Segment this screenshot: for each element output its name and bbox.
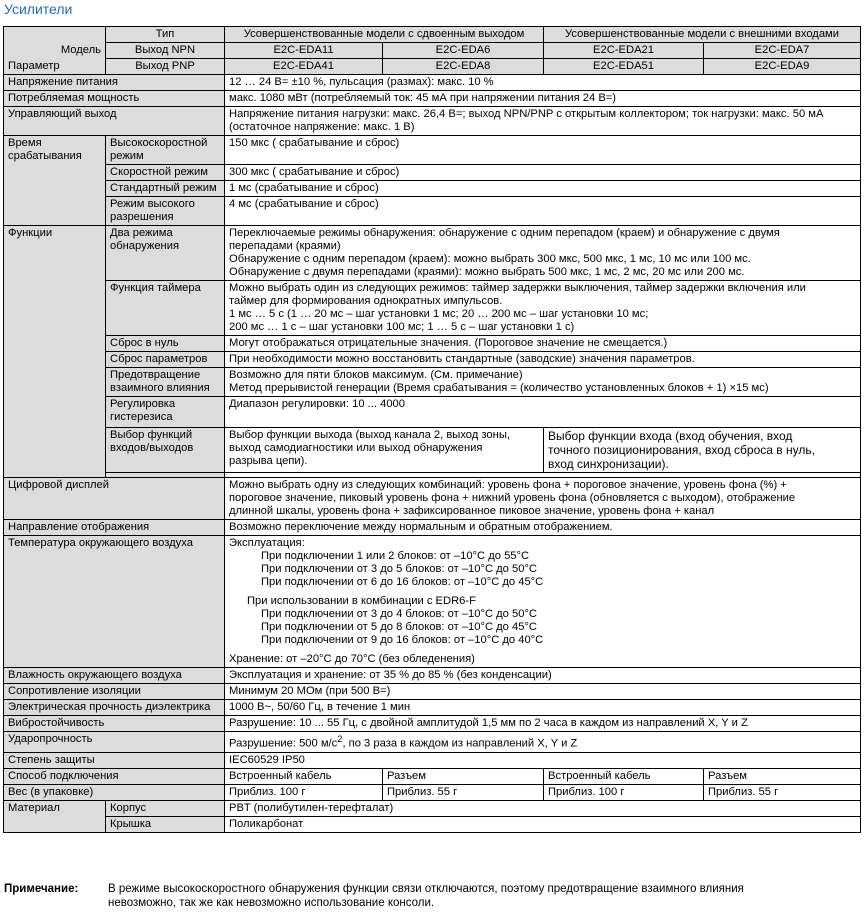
func-detect-value <box>225 226 861 281</box>
func-hyst-label: Регулировка гистерезиса <box>106 397 225 428</box>
response-mode-value: 300 мкс ( срабатывание и сброс) <box>225 165 861 181</box>
dielectric-label: Электрическая прочность диэлектрика <box>4 700 225 716</box>
func-timer-value <box>225 281 861 336</box>
weight-label: Вес (в упаковке) <box>4 784 225 800</box>
protection-value: IEC60529 IP50 <box>225 752 861 768</box>
row-material-case <box>4 800 861 816</box>
func-hyst-value: Диапазон регулировки: 10 ... 4000 <box>225 397 861 428</box>
func-timer-line: Можно выбрать один из следующих режимов: таймер задержки выключения, таймер задержки включения или <box>229 282 806 294</box>
group-ext: Усовершенствованные модели с внешними входами <box>544 27 861 43</box>
shock-label: Ударопрочность <box>4 732 225 753</box>
shock-value-text: , по 3 раза в каждом из направлений X, Y и Z <box>342 737 578 750</box>
material-case-value: PBT (полибутилен-терефталат) <box>225 800 861 816</box>
control-line: (остаточное напряжение: макс. 1 В) <box>229 121 415 133</box>
func-timer-line: таймер для формирования однократных импульсов. <box>229 295 503 307</box>
material-label: Материал <box>4 800 106 832</box>
model-label: Модель <box>4 43 106 59</box>
insulation-label: Сопротивление изоляции <box>4 684 225 700</box>
row-response-fast <box>4 165 861 181</box>
row-direction <box>4 520 861 536</box>
material-case-label: Корпус <box>106 800 225 816</box>
row-func-zero <box>4 336 861 352</box>
func-io-in-line: Выбор функции входа (вход обучения, вход <box>548 429 793 443</box>
header-row-type <box>4 27 861 43</box>
param-label: Параметр <box>4 59 106 75</box>
power-value: макс. 1080 мВт (потребляемый ток: 45 мА при напряжении питания 24 В=) <box>225 91 861 107</box>
insulation-value: Минимум 20 МОм (при 500 В=) <box>225 684 861 700</box>
func-timer-line: 1 мс … 5 с (1 … 20 мс – шаг установки 1 мс; 20 … 200 мс – шаг установки 10 мс; <box>229 308 649 320</box>
func-io-label: Выбор функций входов/выходов <box>106 428 225 473</box>
func-detect-line: Обнаружение с двумя перепадами (краями): можно выбрать 500 мкс, 1 мс, 2 мс, 20 мс или 200 мс. <box>229 266 745 278</box>
row-dielectric <box>4 700 861 716</box>
npn-label: Выход NPN <box>106 43 225 59</box>
functions-label: Функции <box>4 226 106 478</box>
connection-value: Встроенный кабель <box>225 768 383 784</box>
row-func-reset <box>4 352 861 368</box>
temp-op-line: При подключении от 6 до 16 блоков: от –10°C до 45°C <box>261 576 544 588</box>
row-power <box>4 91 861 107</box>
control-line: Напряжение питания нагрузки: макс. 26,4 В=; выход NPN/PNP с открытым коллектором; ток нагрузки: макс. 50 мА <box>229 108 824 120</box>
temp-combo-line: При подключении от 5 до 8 блоков: от –10°C до 45°C <box>261 621 538 633</box>
func-detect-line: Переключаемые режимы обнаружения: обнаружение с одним перепадом (краем) и обнаружение с двумя <box>229 227 780 239</box>
func-zero-value: Могут отображаться отрицательные значения. (Пороговое значение не смещается.) <box>225 336 861 352</box>
shock-value-sup: 2 <box>337 734 343 744</box>
footnote-line: В режиме высокоскоростного обнаружения функции связи отключаются, поэтому предотвращение взаимного влияния <box>108 883 744 895</box>
control-label: Управляющий выход <box>4 107 225 136</box>
footnote-label: Примечание: <box>4 883 79 895</box>
response-mode-label: Режим высокого разрешения <box>106 197 225 226</box>
connection-value: Разъем <box>383 768 544 784</box>
pnp-model: E2C-EDA51 <box>544 59 704 75</box>
npn-model: E2C-EDA21 <box>544 43 704 59</box>
response-mode-value: 1 мс (срабатывание и сброс) <box>225 181 861 197</box>
row-temp <box>4 536 861 668</box>
display-line: длинной шкалы, уровень фона + зафиксированное пиковое значение, уровень фона + канал <box>229 505 715 517</box>
row-response-std <box>4 181 861 197</box>
supply-value: 12 … 24 В= ±10 %, пульсация (размах): макс. 10 % <box>225 75 861 91</box>
header-row-npn <box>4 43 861 59</box>
footnote <box>4 882 864 910</box>
type-label: Тип <box>106 27 225 43</box>
row-response-res <box>4 197 861 226</box>
temp-storage: Хранение: от –20°C до 70°C (без обледенения) <box>229 653 475 665</box>
shock-value-text: Разрушение: 500 м/с <box>229 737 338 750</box>
pnp-label: Выход PNP <box>106 59 225 75</box>
row-vibration <box>4 716 861 732</box>
vibration-label: Вибростойчивость <box>4 716 225 732</box>
func-mutual-line: Возможно для пяти блоков максимум. (См. примечание) <box>229 369 523 381</box>
weight-value: Приблиз. 100 г <box>544 784 704 800</box>
display-line: пороговое значение, пиковый уровень фона + нижний уровень фона (обновляется с выходом), отображение <box>229 492 796 504</box>
row-shock <box>4 732 861 753</box>
direction-label: Направление отображения <box>4 520 225 536</box>
response-mode-label: Скоростной режим <box>106 165 225 181</box>
func-detect-line: перепадами (краями) <box>229 240 341 252</box>
temp-label: Температура окружающего воздуха <box>4 536 225 668</box>
row-func-timer <box>4 281 861 336</box>
row-func-mutual <box>4 368 861 397</box>
func-io-in <box>544 428 861 473</box>
connection-value: Встроенный кабель <box>544 768 704 784</box>
temp-op-line: При подключении от 3 до 5 блоков: от –10°C до 50°C <box>261 563 538 575</box>
material-cover-label: Крышка <box>106 816 225 832</box>
response-mode-value: 150 мкс ( срабатывание и сброс) <box>225 136 861 165</box>
func-io-in-line: точного позиционирования, вход сброса в нуль, <box>548 443 815 457</box>
row-control <box>4 107 861 136</box>
func-io-out <box>225 428 544 473</box>
func-timer-label: Функция таймера <box>106 281 225 336</box>
func-detect-line: Обнаружение с одним перепадом (краем): можно выбрать 300 мкс, 500 мкс, 1 мс, 10 мс или 100 мс. <box>229 253 751 265</box>
response-mode-label: Высокоскоростной режим <box>106 136 225 165</box>
pnp-model: E2C-EDA41 <box>225 59 383 75</box>
func-io-out-line: разрыва цепи). <box>229 455 308 467</box>
row-supply <box>4 75 861 91</box>
func-reset-value: При необходимости можно восстановить стандартные (заводские) значения параметров. <box>225 352 861 368</box>
temp-combo-label: При использовании в комбинации с EDR6-F <box>247 595 476 607</box>
func-zero-label: Сброс в нуль <box>106 336 225 352</box>
row-display <box>4 478 861 520</box>
temp-op-line: При подключении 1 или 2 блоков: от –10°C до 55°C <box>261 550 530 562</box>
temp-combo-line: При подключении от 3 до 4 блоков: от –10°C до 50°C <box>261 608 538 620</box>
func-reset-label: Сброс параметров <box>106 352 225 368</box>
pnp-model: E2C-EDA8 <box>383 59 544 75</box>
display-line: Можно выбрать одну из следующих комбинаций: уровень фона + пороговое значение, уровень фона (%) + <box>229 479 787 491</box>
display-label: Цифровой дисплей <box>4 478 225 520</box>
row-response-high <box>4 136 861 165</box>
control-value <box>225 107 861 136</box>
npn-model: E2C-EDA11 <box>225 43 383 59</box>
weight-value: Приблиз. 100 г <box>225 784 383 800</box>
row-weight <box>4 784 861 800</box>
page-title: Усилители <box>4 1 73 17</box>
response-label: Время срабатывания <box>4 136 106 226</box>
response-mode-label: Стандартный режим <box>106 181 225 197</box>
humidity-label: Влажность окружающего воздуха <box>4 668 225 684</box>
row-func-detect <box>4 226 861 281</box>
row-func-io <box>4 428 861 473</box>
npn-model: E2C-EDA7 <box>704 43 861 59</box>
connection-label: Способ подключения <box>4 768 225 784</box>
func-timer-line: 200 мс … 1 с – шаг установки 100 мс; 1 … 5 с – шаг установки 1 с) <box>229 321 575 333</box>
func-io-out-line: выход самодиагностики или выход обнаружения <box>229 442 483 454</box>
supply-label: Напряжение питания <box>4 75 225 91</box>
direction-value: Возможно переключение между нормальным и обратным отображением. <box>225 520 861 536</box>
vibration-value: Разрушение: 10 ... 55 Гц, с двойной амплитудой 1,5 мм по 2 часа в каждом из направлений X, Y и Z <box>225 716 861 732</box>
row-connection <box>4 768 861 784</box>
weight-value: Приблиз. 55 г <box>704 784 861 800</box>
func-io-out-line: Выбор функции выхода (выход канала 2, выход зоны, <box>229 429 510 441</box>
spec-table <box>3 26 861 833</box>
dielectric-value: 1000 В~, 50/60 Гц, в течение 1 мин <box>225 700 861 716</box>
power-label: Потребляемая мощность <box>4 91 225 107</box>
func-mutual-label: Предотвращение взаимного влияния <box>106 368 225 397</box>
temp-value <box>225 536 861 668</box>
pnp-model: E2C-EDA9 <box>704 59 861 75</box>
row-material-cover <box>4 816 861 832</box>
footnote-line: невозможно, так же как невозможно использование консоли. <box>108 897 435 909</box>
row-protection <box>4 752 861 768</box>
func-detect-label: Два режима обнаружения <box>106 226 225 281</box>
temp-op-label: Эксплуатация: <box>229 537 305 549</box>
response-mode-value: 4 мс (срабатывание и сброс) <box>225 197 861 226</box>
header-row-pnp <box>4 59 861 75</box>
protection-label: Степень защиты <box>4 752 225 768</box>
weight-value: Приблиз. 55 г <box>383 784 544 800</box>
func-io-in-line: вход синхронизации). <box>548 457 669 471</box>
row-insulation <box>4 684 861 700</box>
humidity-value: Эксплуатация и хранение: от 35 % до 85 % (без конденсации) <box>225 668 861 684</box>
material-cover-value: Поликарбонат <box>225 816 861 832</box>
display-value <box>225 478 861 520</box>
connection-value: Разъем <box>704 768 861 784</box>
group-dual: Усовершенствованные модели с сдвоенным выходом <box>225 27 544 43</box>
row-humidity <box>4 668 861 684</box>
npn-model: E2C-EDA6 <box>383 43 544 59</box>
temp-combo-line: При подключении от 9 до 16 блоков: от –10°C до 40°C <box>261 634 544 646</box>
shock-value <box>225 732 861 753</box>
row-func-hyst <box>4 397 861 428</box>
func-mutual-line: Метод прерывистой генерации (Время срабатывания = (количество установленных блоков + 1) ×15 мс) <box>229 382 769 394</box>
func-mutual-value <box>225 368 861 397</box>
